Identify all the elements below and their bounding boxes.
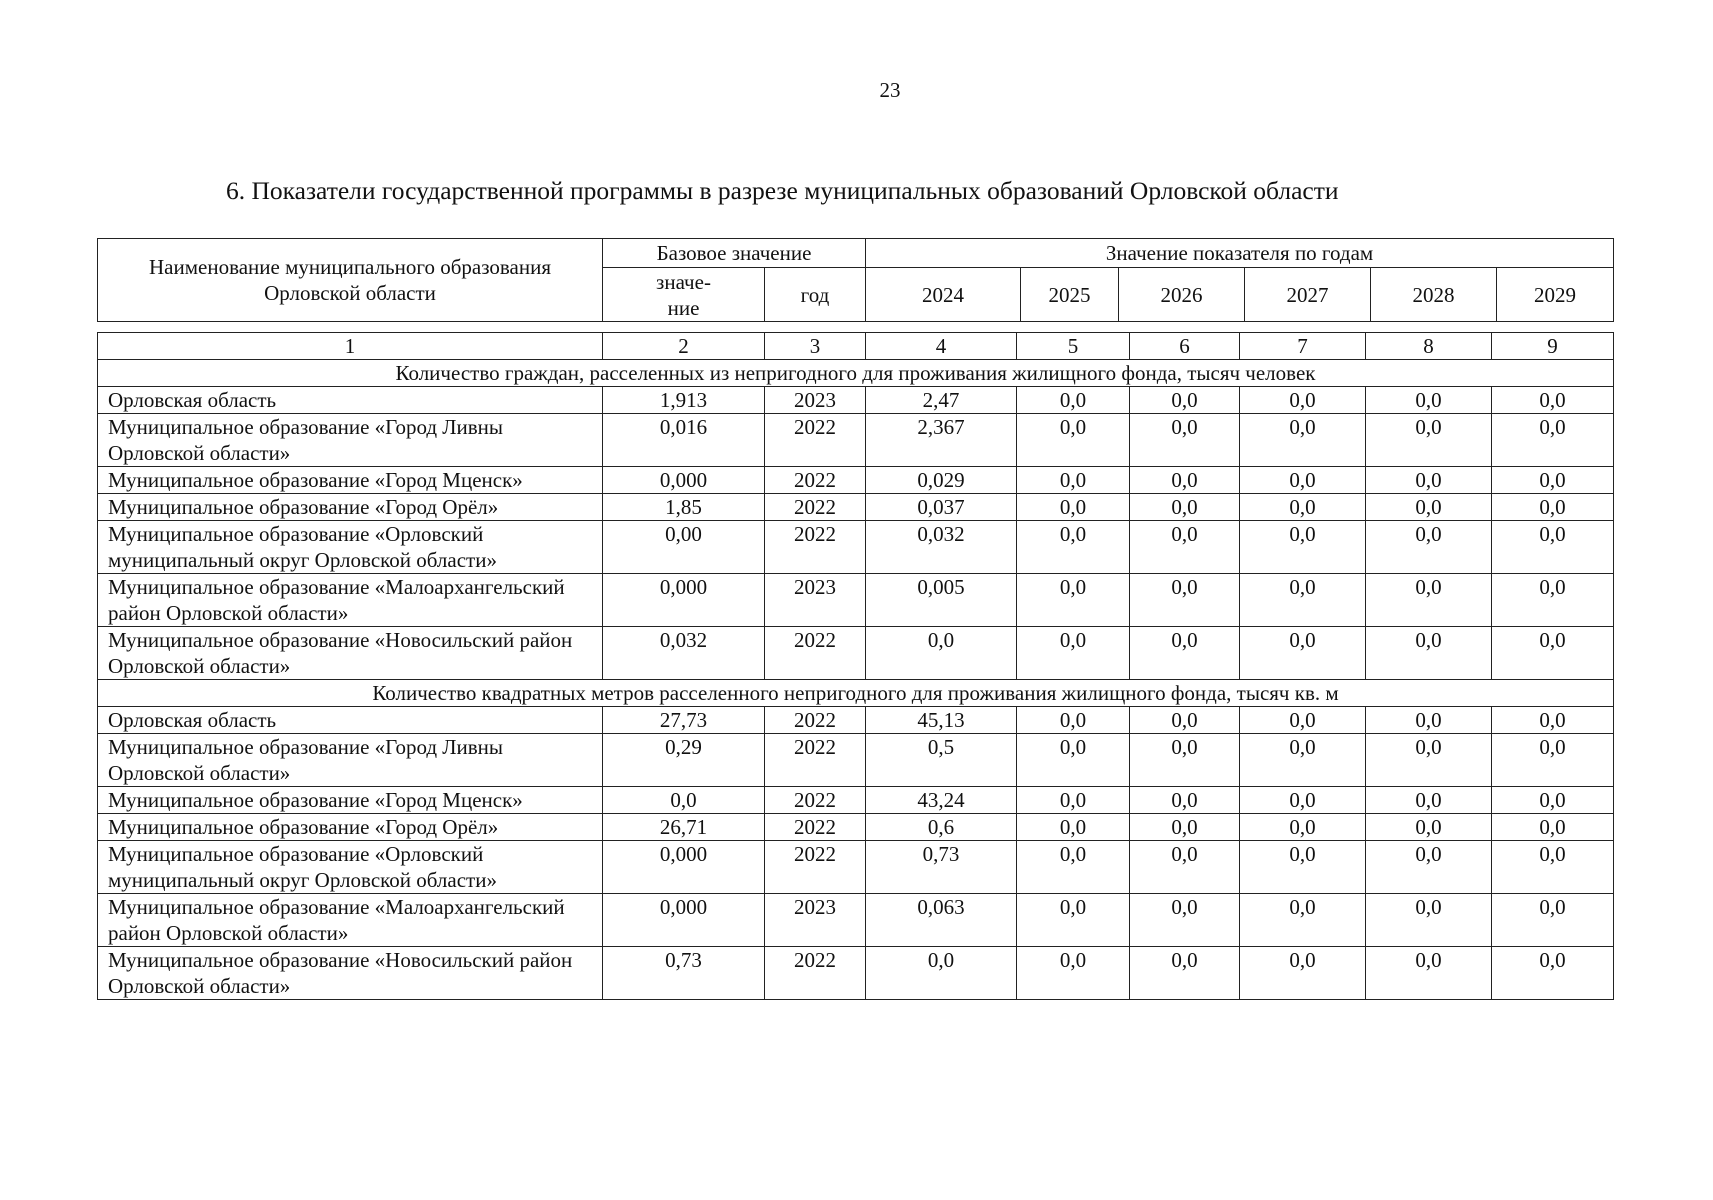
year-value-cell: 0,0 bbox=[1366, 894, 1492, 947]
column-number: 4 bbox=[866, 333, 1017, 360]
column-number: 3 bbox=[765, 333, 866, 360]
year-value-cell: 0,0 bbox=[1240, 627, 1366, 680]
year-value-cell: 0,0 bbox=[1130, 467, 1240, 494]
table-row bbox=[98, 814, 1614, 841]
indicator-table bbox=[97, 332, 1614, 1000]
year-value-cell: 0,0 bbox=[1017, 521, 1130, 574]
header-year: 2024 bbox=[866, 268, 1021, 322]
year-value-cell: 0,0 bbox=[1366, 387, 1492, 414]
municipality-name: Муниципальное образование «Город Орёл» bbox=[98, 494, 603, 521]
base-year-cell: 2022 bbox=[765, 467, 866, 494]
base-value-cell: 0,000 bbox=[603, 467, 765, 494]
base-value-cell: 0,73 bbox=[603, 947, 765, 1000]
year-value-cell: 0,037 bbox=[866, 494, 1017, 521]
base-value-cell: 0,00 bbox=[603, 521, 765, 574]
page-number: 23 bbox=[879, 78, 901, 102]
column-number: 8 bbox=[1366, 333, 1492, 360]
table-row bbox=[98, 787, 1614, 814]
column-number: 9 bbox=[1492, 333, 1614, 360]
year-value-cell: 0,0 bbox=[1240, 814, 1366, 841]
table-row bbox=[98, 574, 1614, 627]
year-value-cell: 0,0 bbox=[1492, 414, 1614, 467]
year-value-cell: 0,0 bbox=[1017, 414, 1130, 467]
base-value-cell: 1,913 bbox=[603, 387, 765, 414]
base-year-cell: 2022 bbox=[765, 787, 866, 814]
year-value-cell: 0,0 bbox=[1366, 814, 1492, 841]
year-value-cell: 0,0 bbox=[1130, 414, 1240, 467]
year-value-cell: 0,0 bbox=[1240, 707, 1366, 734]
municipality-name: Муниципальное образование «Город Орёл» bbox=[98, 814, 603, 841]
year-value-cell: 0,0 bbox=[1017, 627, 1130, 680]
base-year-cell: 2022 bbox=[765, 841, 866, 894]
year-value-cell: 0,0 bbox=[1130, 627, 1240, 680]
year-value-cell: 0,0 bbox=[1492, 707, 1614, 734]
header-year: 2026 bbox=[1119, 268, 1245, 322]
table-row bbox=[98, 414, 1614, 467]
column-number: 2 bbox=[603, 333, 765, 360]
column-number: 7 bbox=[1240, 333, 1366, 360]
base-value-cell: 0,000 bbox=[603, 574, 765, 627]
year-value-cell: 0,0 bbox=[1130, 947, 1240, 1000]
page-title: 6. Показатели государственной программы в разрезе муниципальных образований Орловской области bbox=[226, 176, 1339, 205]
year-value-cell: 0,0 bbox=[1240, 841, 1366, 894]
year-value-cell: 0,0 bbox=[1240, 494, 1366, 521]
column-number: 5 bbox=[1017, 333, 1130, 360]
base-year-cell: 2022 bbox=[765, 734, 866, 787]
base-value-cell: 0,29 bbox=[603, 734, 765, 787]
year-value-cell: 0,0 bbox=[1366, 734, 1492, 787]
year-value-cell: 0,6 bbox=[866, 814, 1017, 841]
table-row bbox=[98, 947, 1614, 1000]
base-value-cell: 0,032 bbox=[603, 627, 765, 680]
year-value-cell: 0,0 bbox=[1492, 627, 1614, 680]
year-value-cell: 0,0 bbox=[1240, 574, 1366, 627]
year-value-cell: 0,0 bbox=[1130, 707, 1240, 734]
year-value-cell: 0,0 bbox=[1240, 894, 1366, 947]
year-value-cell: 0,0 bbox=[1130, 734, 1240, 787]
municipality-name: Муниципальное образование «Малоархангельский район Орловской области» bbox=[98, 894, 603, 947]
year-value-cell: 0,0 bbox=[1240, 521, 1366, 574]
year-value-cell: 0,063 bbox=[866, 894, 1017, 947]
municipality-name: Муниципальное образование «Город Мценск» bbox=[98, 467, 603, 494]
year-value-cell: 0,0 bbox=[866, 947, 1017, 1000]
base-year-cell: 2023 bbox=[765, 894, 866, 947]
base-value-cell: 0,016 bbox=[603, 414, 765, 467]
year-value-cell: 0,0 bbox=[866, 627, 1017, 680]
municipality-name: Муниципальное образование «Орловский муниципальный округ Орловской области» bbox=[98, 521, 603, 574]
year-value-cell: 0,0 bbox=[1017, 947, 1130, 1000]
table-row bbox=[98, 521, 1614, 574]
year-value-cell: 0,0 bbox=[1366, 467, 1492, 494]
section-title: Количество квадратных метров расселенного непригодного для проживания жилищного фонда, тысяч кв. м bbox=[98, 680, 1614, 707]
year-value-cell: 0,0 bbox=[1017, 894, 1130, 947]
table-row bbox=[98, 841, 1614, 894]
header-base-value: значе- ние bbox=[603, 268, 765, 322]
year-value-cell: 0,0 bbox=[1366, 414, 1492, 467]
year-value-cell: 0,0 bbox=[1366, 841, 1492, 894]
base-year-cell: 2023 bbox=[765, 574, 866, 627]
year-value-cell: 0,0 bbox=[1130, 787, 1240, 814]
municipality-name: Муниципальное образование «Новосильский район Орловской области» bbox=[98, 947, 603, 1000]
year-value-cell: 0,0 bbox=[1130, 841, 1240, 894]
year-value-cell: 0,0 bbox=[1366, 787, 1492, 814]
base-year-cell: 2022 bbox=[765, 521, 866, 574]
year-value-cell: 0,0 bbox=[1492, 494, 1614, 521]
base-year-cell: 2022 bbox=[765, 627, 866, 680]
year-value-cell: 0,032 bbox=[866, 521, 1017, 574]
year-value-cell: 45,13 bbox=[866, 707, 1017, 734]
table-row bbox=[98, 387, 1614, 414]
year-value-cell: 0,0 bbox=[1240, 467, 1366, 494]
year-value-cell: 0,73 bbox=[866, 841, 1017, 894]
column-number: 6 bbox=[1130, 333, 1240, 360]
year-value-cell: 0,0 bbox=[1130, 894, 1240, 947]
base-year-cell: 2022 bbox=[765, 814, 866, 841]
base-year-cell: 2022 bbox=[765, 414, 866, 467]
year-value-cell: 0,0 bbox=[1492, 841, 1614, 894]
year-value-cell: 0,0 bbox=[1366, 707, 1492, 734]
column-number: 1 bbox=[98, 333, 603, 360]
year-value-cell: 0,0 bbox=[1366, 627, 1492, 680]
year-value-cell: 0,0 bbox=[1130, 521, 1240, 574]
indicator-table-header bbox=[97, 238, 1614, 322]
year-value-cell: 0,0 bbox=[1492, 787, 1614, 814]
base-year-cell: 2022 bbox=[765, 707, 866, 734]
table-row bbox=[98, 734, 1614, 787]
table-row bbox=[98, 467, 1614, 494]
year-value-cell: 0,0 bbox=[1492, 814, 1614, 841]
municipality-name: Муниципальное образование «Новосильский район Орловской области» bbox=[98, 627, 603, 680]
base-value-cell: 0,000 bbox=[603, 841, 765, 894]
municipality-name: Муниципальное образование «Орловский муниципальный округ Орловской области» bbox=[98, 841, 603, 894]
year-value-cell: 0,0 bbox=[1492, 947, 1614, 1000]
base-value-cell: 1,85 bbox=[603, 494, 765, 521]
header-year: 2027 bbox=[1245, 268, 1371, 322]
section-title-row bbox=[98, 680, 1614, 707]
base-value-cell: 0,000 bbox=[603, 894, 765, 947]
municipality-name: Муниципальное образование «Город Ливны Орловской области» bbox=[98, 734, 603, 787]
year-value-cell: 2,367 bbox=[866, 414, 1017, 467]
table-row bbox=[98, 627, 1614, 680]
municipality-name: Муниципальное образование «Город Мценск» bbox=[98, 787, 603, 814]
header-year: 2028 bbox=[1371, 268, 1497, 322]
column-numbers-row bbox=[98, 333, 1614, 360]
header-base-group: Базовое значение bbox=[603, 239, 866, 268]
year-value-cell: 0,0 bbox=[1130, 387, 1240, 414]
year-value-cell: 0,0 bbox=[1017, 734, 1130, 787]
municipality-name: Орловская область bbox=[98, 707, 603, 734]
year-value-cell: 0,0 bbox=[1130, 814, 1240, 841]
header-name-column: Наименование муниципального образования Орловской области bbox=[98, 239, 603, 322]
year-value-cell: 0,0 bbox=[1366, 574, 1492, 627]
base-value-cell: 26,71 bbox=[603, 814, 765, 841]
year-value-cell: 0,0 bbox=[1017, 814, 1130, 841]
year-value-cell: 0,0 bbox=[1492, 734, 1614, 787]
table-row bbox=[98, 894, 1614, 947]
year-value-cell: 0,0 bbox=[1366, 521, 1492, 574]
year-value-cell: 0,0 bbox=[1366, 947, 1492, 1000]
year-value-cell: 2,47 bbox=[866, 387, 1017, 414]
year-value-cell: 0,0 bbox=[1017, 707, 1130, 734]
year-value-cell: 0,0 bbox=[1240, 787, 1366, 814]
year-value-cell: 0,0 bbox=[1130, 494, 1240, 521]
year-value-cell: 0,0 bbox=[1492, 574, 1614, 627]
year-value-cell: 0,0 bbox=[1240, 387, 1366, 414]
table-row bbox=[98, 707, 1614, 734]
header-year: 2025 bbox=[1021, 268, 1119, 322]
year-value-cell: 43,24 bbox=[866, 787, 1017, 814]
year-value-cell: 0,0 bbox=[1492, 387, 1614, 414]
year-value-cell: 0,0 bbox=[1240, 947, 1366, 1000]
year-value-cell: 0,0 bbox=[1366, 494, 1492, 521]
year-value-cell: 0,029 bbox=[866, 467, 1017, 494]
municipality-name: Муниципальное образование «Малоархангельский район Орловской области» bbox=[98, 574, 603, 627]
year-value-cell: 0,0 bbox=[1240, 734, 1366, 787]
year-value-cell: 0,0 bbox=[1240, 414, 1366, 467]
year-value-cell: 0,005 bbox=[866, 574, 1017, 627]
section-title: Количество граждан, расселенных из непригодного для проживания жилищного фонда, тысяч человек bbox=[98, 360, 1614, 387]
base-year-cell: 2022 bbox=[765, 494, 866, 521]
year-value-cell: 0,0 bbox=[1017, 787, 1130, 814]
year-value-cell: 0,0 bbox=[1017, 574, 1130, 627]
base-value-cell: 0,0 bbox=[603, 787, 765, 814]
year-value-cell: 0,5 bbox=[866, 734, 1017, 787]
municipality-name: Муниципальное образование «Город Ливны Орловской области» bbox=[98, 414, 603, 467]
year-value-cell: 0,0 bbox=[1017, 467, 1130, 494]
year-value-cell: 0,0 bbox=[1017, 494, 1130, 521]
year-value-cell: 0,0 bbox=[1017, 387, 1130, 414]
base-value-cell: 27,73 bbox=[603, 707, 765, 734]
header-base-year: год bbox=[765, 268, 866, 322]
municipality-name: Орловская область bbox=[98, 387, 603, 414]
base-year-cell: 2022 bbox=[765, 947, 866, 1000]
year-value-cell: 0,0 bbox=[1492, 467, 1614, 494]
header-year: 2029 bbox=[1497, 268, 1614, 322]
header-years-group: Значение показателя по годам bbox=[866, 239, 1614, 268]
base-year-cell: 2023 bbox=[765, 387, 866, 414]
year-value-cell: 0,0 bbox=[1492, 521, 1614, 574]
year-value-cell: 0,0 bbox=[1492, 894, 1614, 947]
year-value-cell: 0,0 bbox=[1130, 574, 1240, 627]
year-value-cell: 0,0 bbox=[1017, 841, 1130, 894]
section-title-row bbox=[98, 360, 1614, 387]
table-row bbox=[98, 494, 1614, 521]
